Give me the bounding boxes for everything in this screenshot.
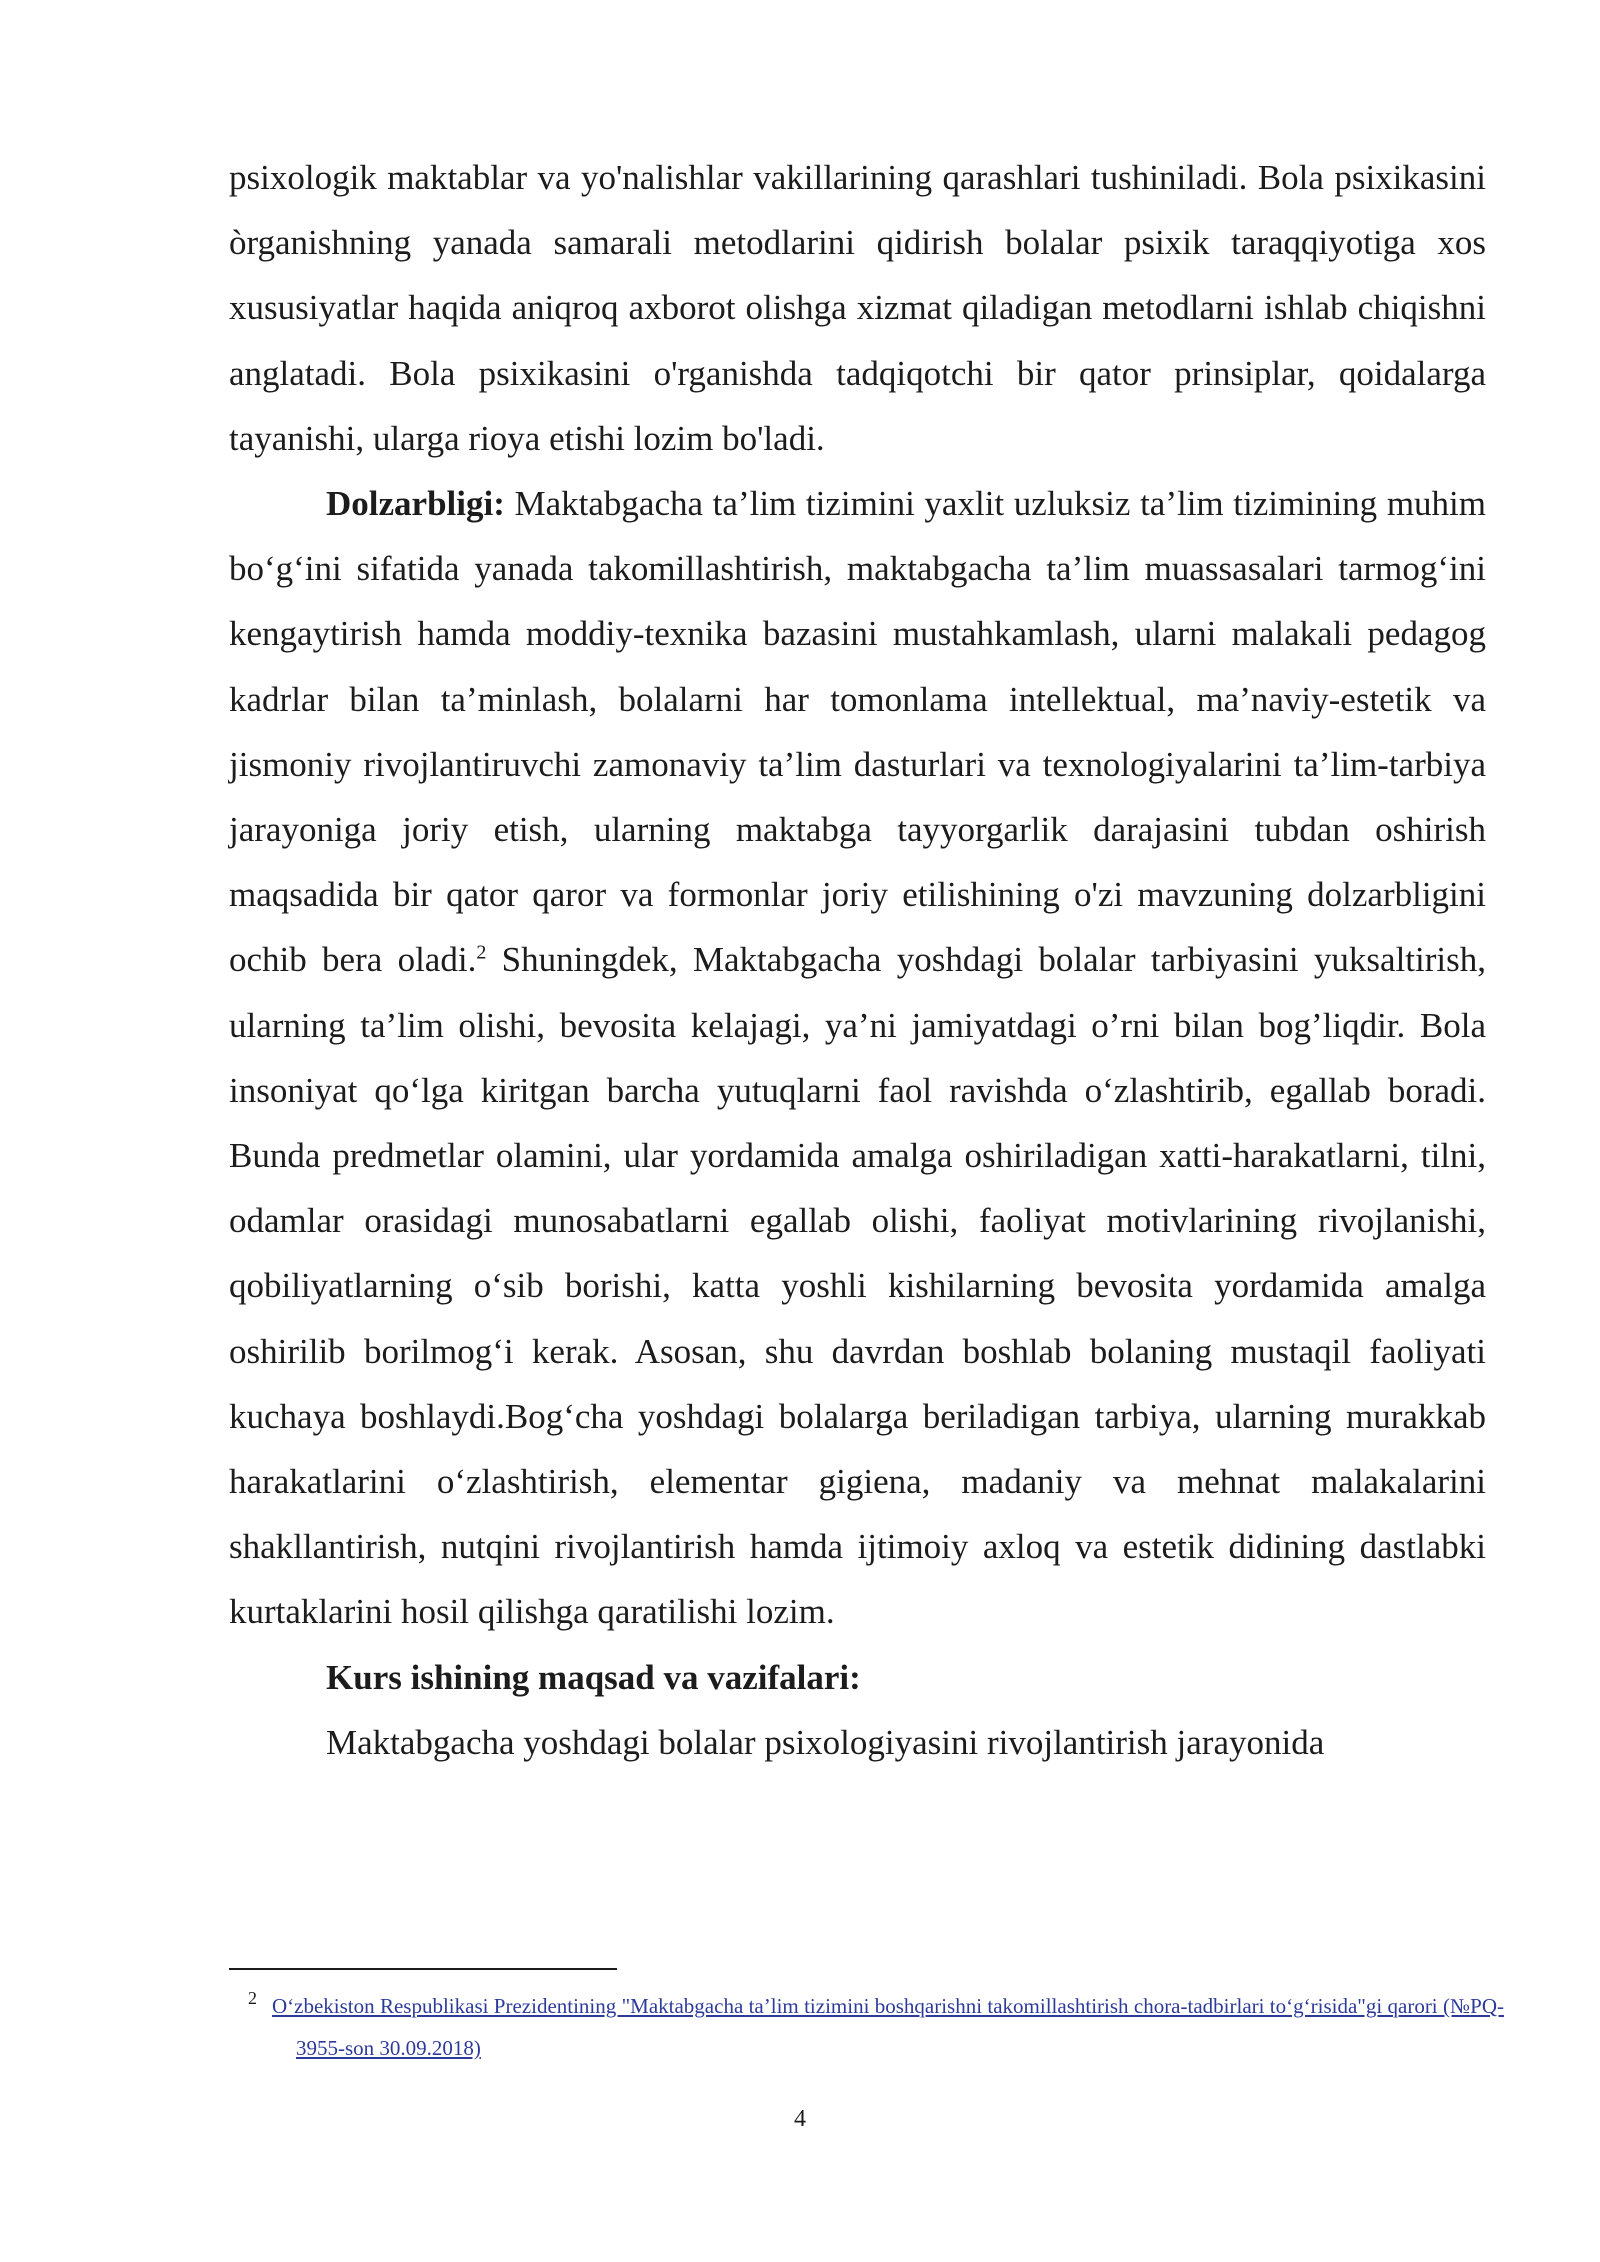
page-number: 4 xyxy=(794,2106,806,2132)
relevance-label: Dolzarbligi: xyxy=(326,484,505,524)
footnote-reference[interactable]: 2 xyxy=(476,941,487,964)
relevance-text-continued: Shuningdek, Maktabgacha yoshdagi bolalar tarbiyasini yuksaltirish, ularning ta’lim olishi, bevosita kelajagi, ya’ni jamiyatdagi o’rni bilan bog’liqdir. Bola insoniyat qo‘lga kiritgan barcha yutuqlarni faol ravishda o‘zlashtirib, egallab boradi. Bunda predmetlar olamini, ular yordamida amalga oshiriladigan xatti-harakatlarni, tilni, odamlar orasidagi munosabatlarni egallab olishi, faoliyat motivlarining rivojlanishi, qobiliyatlarning o‘sib borishi, katta yoshli kishilarning bevosita yordamida amalga oshirilib borilmog‘i kerak. Asosan, shu davrdan boshlab bolaning mustaqil faoliyati kuchaya boshlaydi.Bog‘cha yoshdagi bolalarga beriladigan tarbiya, ularning murakkab harakatlarini o‘zlashtirish, elementar gigiena, madaniy va mehnat malakalarini shakllantirish, nutqini rivojlantirish hamda ijtimoiy axloq va estetik didining dastlabki kurtaklarini hosil qilishga qaratilishi lozim. xyxy=(229,940,1486,1632)
footnote xyxy=(248,1985,1504,2069)
footnote-link[interactable]: O‘zbekiston Respublikasi Prezidentining "Maktabgacha ta’lim tizimini boshqarishni takomillashtirish chora-tadbirlari to‘g‘risida"gi qarori (№PQ-3955-son 30.09.2018) xyxy=(272,1994,1504,2060)
body-text xyxy=(229,145,1486,1775)
section-heading: Kurs ishining maqsad va vazifalari: xyxy=(326,1657,861,1697)
paragraph-goals: Maktabgacha yoshdagi bolalar psixologiyasini rivojlantirish jarayonida xyxy=(326,1722,1325,1762)
footnote-separator xyxy=(229,1968,617,1970)
footnote-number: 2 xyxy=(248,1988,257,2008)
paragraph-relevance xyxy=(229,471,1486,1645)
relevance-text: Maktabgacha ta’lim tizimini yaxlit uzluksiz ta’lim tizimining muhim bo‘g‘ini sifatida yanada takomillashtirish, maktabgacha ta’lim muassasalari tarmog‘ini kengaytirish hamda moddiy-texnika bazasini mustahkamlash, ularni malakali pedagog kadrlar bilan ta’minlash, bolalarni har tomonlama intellektual, ma’naviy-estetik va jismoniy rivojlantiruvchi zamonaviy ta’lim dasturlari va texnologiyalarini ta’lim-tarbiya jarayoniga joriy etish, ularning maktabga tayyorgarlik darajasini tubdan oshirish maqsadida bir qator qaror va formonlar joriy etilishining o'zi mavzuning dolzarbligini ochib bera oladi. xyxy=(229,484,1486,980)
paragraph-intro: psixologik maktablar va yo'nalishlar vakillarining qarashlari tushiniladi. Bola psixikasini òrganishning yanada samarali metodlarini qidirish bolalar psixik taraqqiyotiga xos xususiyatlar haqida aniqroq axborot olishga xizmat qiladigan metodlarni ishlab chiqishni anglatadi. Bola psixikasini o'rganishda tadqiqotchi bir qator prinsiplar, qoidalarga tayanishi, ularga rioya etishi lozim bo'ladi. xyxy=(229,158,1486,458)
